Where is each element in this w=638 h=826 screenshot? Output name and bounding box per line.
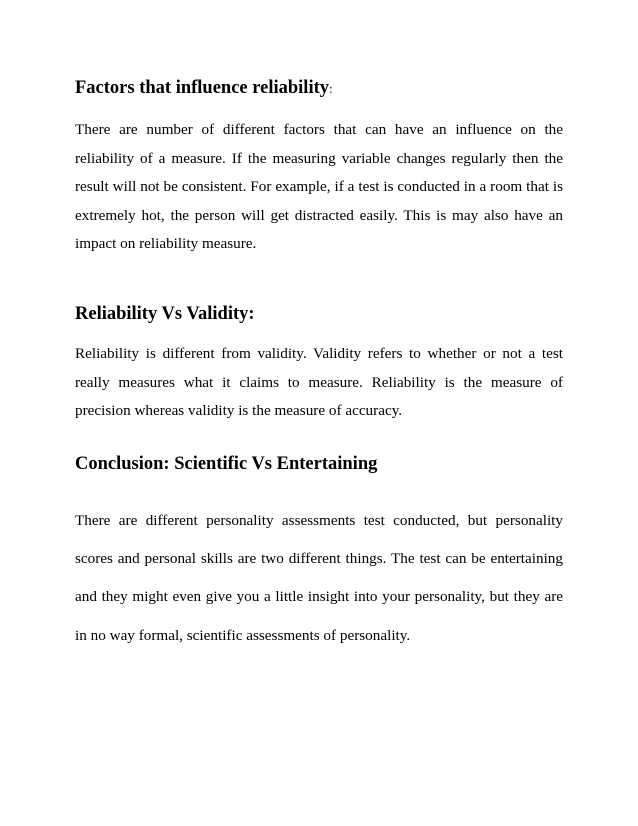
section-heading-factors-colon: : (329, 81, 333, 96)
section-paragraph-reliability-validity: Reliability is different from validity. Validity refers to whether or not a test really measures what it claims to measure. Reliability is the measure of precision whereas validity is the measure of accuracy. (75, 345, 563, 419)
section-heading-factors-text: Factors that influence reliability (75, 78, 329, 98)
section-paragraph-factors: There are number of different factors that can have an influence on the reliability of a measure. If the measuring variable changes regularly then the result will not be consistent. For example, if a test is conducted in a room that is extremely hot, the person will get distracted easily. This is may also have an impact on reliability measure. (75, 121, 563, 252)
section-heading-factors (75, 77, 563, 100)
section-paragraph-conclusion: There are different personality assessments test conducted, but personality scores and personal skills are two different things. The test can be entertaining and they might even give you a little insight into your personality, but they are in no way formal, scientific assessments of personality. (75, 512, 563, 644)
section-heading-conclusion: Conclusion: Scientific Vs Entertaining (75, 454, 378, 474)
section-heading-reliability-validity: Reliability Vs Validity: (75, 304, 255, 324)
